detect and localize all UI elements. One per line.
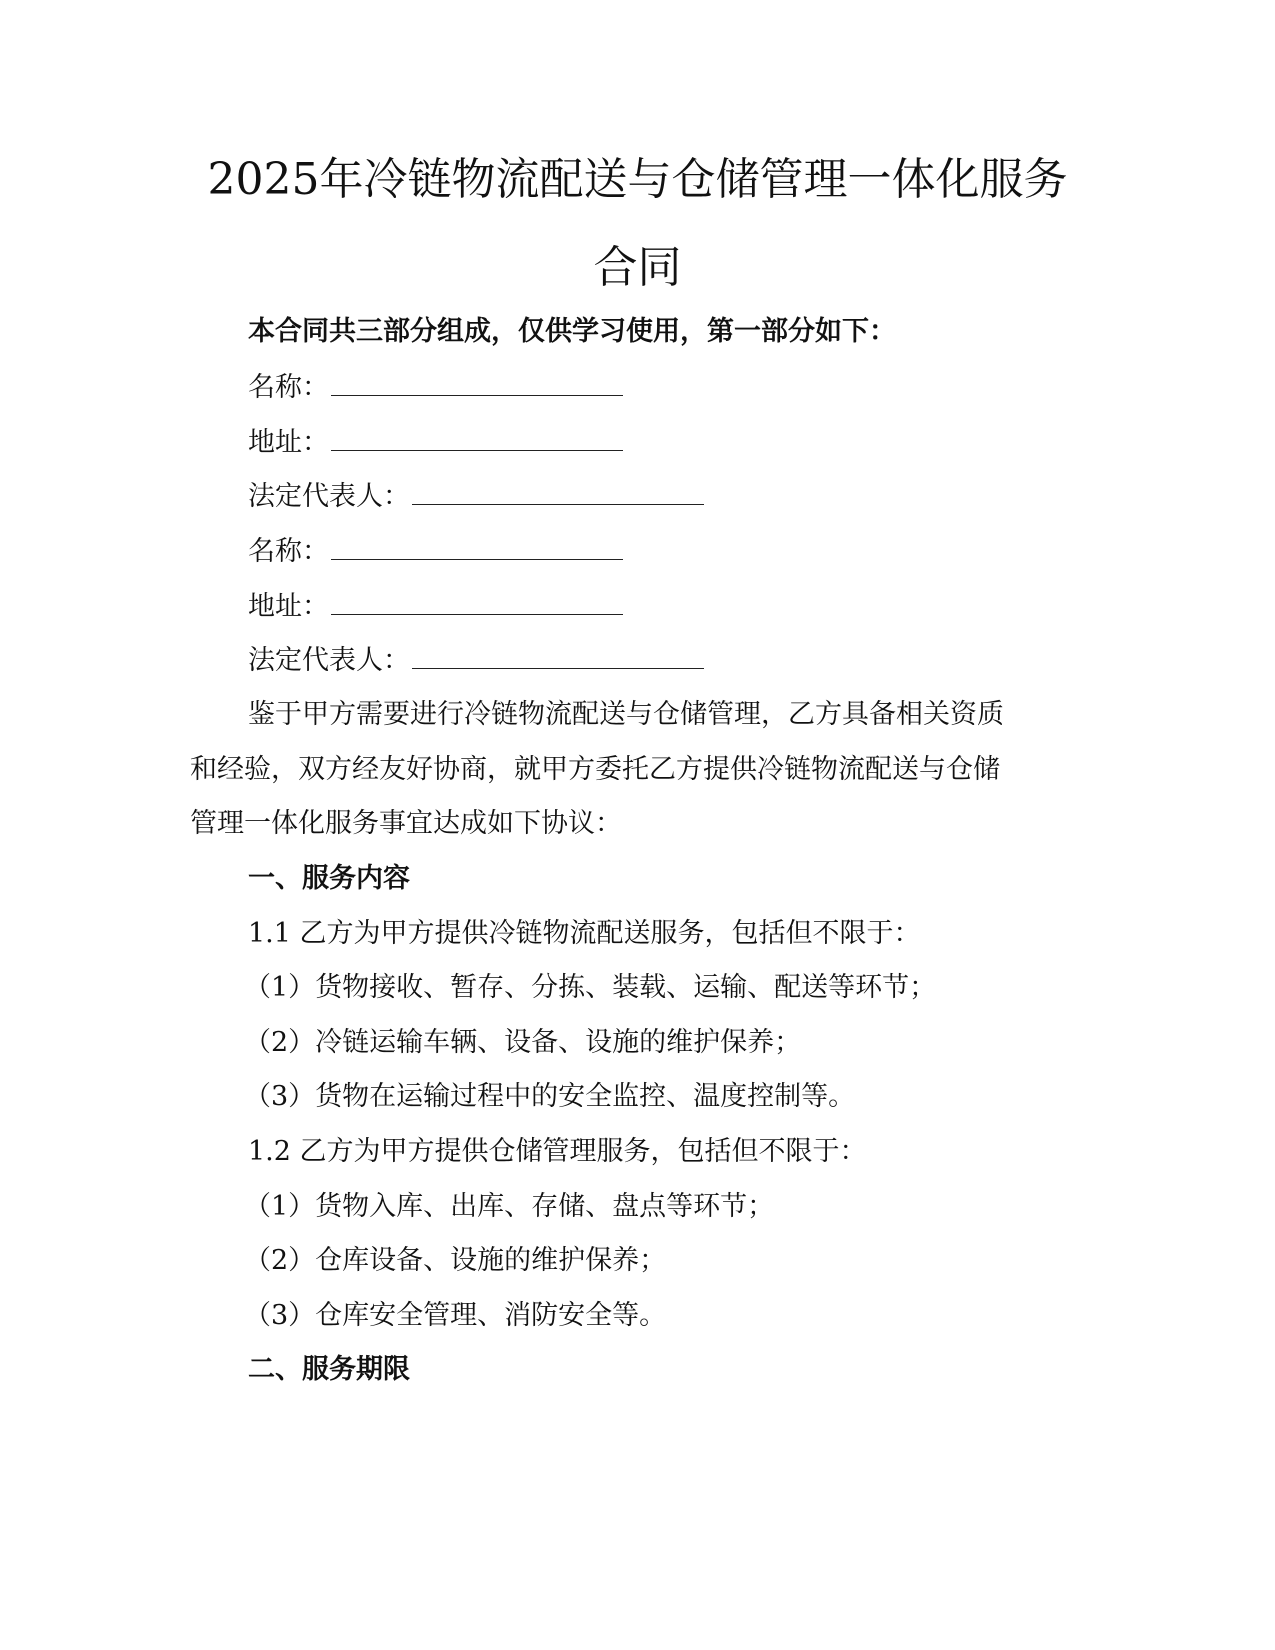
party-b-address-label: 地址： (248, 591, 329, 622)
clause-1-1: 1.1 乙方为甲方提供冷链物流配送服务，包括但不限于： (248, 918, 921, 949)
preamble-line-3: 管理一体化服务事宜达成如下协议： (190, 808, 622, 839)
section-1-heading: 一、服务内容 (248, 863, 410, 894)
party-a-rep-row (248, 482, 704, 510)
party-b-rep-row (248, 646, 704, 674)
document-title-line-2: 合同 (593, 242, 682, 293)
party-b-rep-label: 法定代表人： (248, 645, 410, 676)
party-b-address-row (248, 592, 623, 620)
party-a-address-blank (331, 428, 623, 451)
party-b-name-blank (331, 537, 623, 560)
party-a-rep-blank (412, 482, 704, 505)
section-2-heading: 二、服务期限 (248, 1354, 410, 1385)
party-b-name-label: 名称： (248, 536, 329, 567)
clause-1-1-point-3: （3）货物在运输过程中的安全监控、温度控制等。 (244, 1081, 856, 1112)
document-title-line-1: 2025年冷链物流配送与仓储管理一体化服务 (207, 154, 1068, 205)
party-b-address-blank (331, 592, 623, 615)
clause-1-1-point-2: （2）冷链运输车辆、设备、设施的维护保养； (244, 1027, 802, 1058)
clause-1-2-point-2: （2）仓库设备、设施的维护保养； (244, 1245, 667, 1276)
preamble-line-2: 和经验，双方经友好协商，就甲方委托乙方提供冷链物流配送与仓储 (190, 754, 1000, 785)
preamble-line-1: 鉴于甲方需要进行冷链物流配送与仓储管理，乙方具备相关资质 (248, 699, 1004, 730)
party-a-name-blank (331, 373, 623, 396)
party-a-name-row (248, 373, 623, 401)
clause-1-1-point-1: （1）货物接收、暂存、分拣、装载、运输、配送等环节； (244, 972, 937, 1003)
party-a-name-label: 名称： (248, 372, 329, 403)
clause-1-2: 1.2 乙方为甲方提供仓储管理服务，包括但不限于： (248, 1136, 867, 1167)
party-b-rep-blank (412, 646, 704, 669)
party-a-rep-label: 法定代表人： (248, 481, 410, 512)
clause-1-2-point-1: （1）货物入库、出库、存储、盘点等环节； (244, 1191, 775, 1222)
clause-1-2-point-3: （3）仓库安全管理、消防安全等。 (244, 1300, 667, 1331)
party-a-address-row (248, 428, 623, 456)
party-b-name-row (248, 537, 623, 565)
party-a-address-label: 地址： (248, 427, 329, 458)
intro-note: 本合同共三部分组成，仅供学习使用，第一部分如下： (248, 316, 896, 347)
